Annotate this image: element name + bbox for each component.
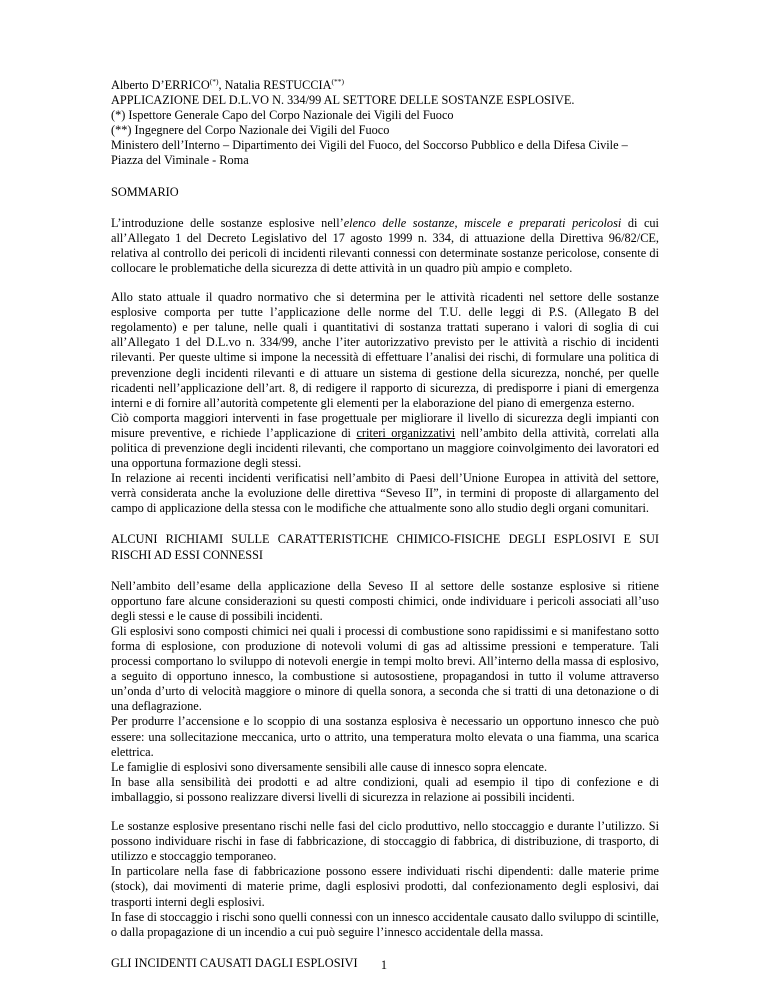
affiliation-1: (*) Ispettore Generale Capo del Corpo Nazionale dei Vigili del Fuoco xyxy=(111,108,454,123)
section-2-paragraph-3: Per produrre l’accensione e lo scoppio di una sostanza esplosiva è necessario un opportuno innesco che può essere: una sollecitazione meccanica, urto o attrito, una temperatura molto elevata o una fiamma, una scarica elettrica. xyxy=(111,714,659,759)
page-number: 1 xyxy=(380,958,388,972)
paper-header xyxy=(111,78,659,169)
sommario-paragraph-4: In relazione ai recenti incidenti verificatisi nell’ambito di Paesi dell’Unione Europea in attività del settore, verrà considerata anche la evoluzione delle direttiva “Seveso II”, in termini di proposte di allargamento del campo di applicazione della stessa con le modifiche che attualmente sono allo studio degli organi comunitari. xyxy=(111,471,659,516)
author-1-mark: (*) xyxy=(209,77,219,86)
section-2-paragraph-5: In base alla sensibilità dei prodotti e ad altre condizioni, quali ad esempio il tipo di confezione e di imballaggio, si possono realizzare diversi livelli di sicurezza in relazione ai possibili incidenti. xyxy=(111,774,659,804)
underlined-phrase: criteri organizzativi xyxy=(356,425,456,440)
section-2-paragraph-4: Le famiglie di esplosivi sono diversamente sensibili alle cause di innesco sopra elencate. xyxy=(111,759,548,774)
section-2-paragraph-6: Le sostanze esplosive presentano rischi nelle fasi del ciclo produttivo, nello stoccaggio e durante l’utilizzo. Si possono individuare rischi in fase di fabbricazione, di stoccaggio di fabbrica, di distribuzione, di trasporto, di utilizzo e stoccaggio temporaneo. xyxy=(111,819,659,864)
sommario-paragraph-1: L’introduzione delle sostanze esplosive nell’elenco delle sostanze, miscele e preparati pericolosi di cui all’Allegato 1 del Decreto Legislativo del 17 agosto 1999 n. 334, di attuazione della Direttiva 96/82/CE, relativa al controllo dei pericoli di incidenti rilevanti connessi con determinate sostanze pericolose, consente di collocare le problematiche della sicurezza di dette attività in un quadro più ampio e completo. xyxy=(111,215,659,275)
document-page xyxy=(111,78,659,971)
sommario-heading: SOMMARIO xyxy=(111,184,179,199)
sommario-paragraph-3: Ciò comporta maggiori interventi in fase progettuale per migliorare il livello di sicurezza degli impianti con misure preventive, e richiede l’applicazione di criteri organizzativi nell’ambito della attività, correlati alla politica di prevenzione degli incidenti rilevanti, che comportano un maggiore coinvolgimento dei lavoratori ed una opportuna formazione degli stessi. xyxy=(111,410,659,471)
section-2-paragraph-2: Gli esplosivi sono composti chimici nei quali i processi di combustione sono rapidissimi e si manifestano sotto forma di esplosione, con produzione di notevoli volumi di gas ad altissime pressioni e temperature. Tali processi comportano lo sviluppo di notevoli energie in tempi molto brevi. All’interno della massa di esplosivo, a seguito di opportuno innesco, la combustione si autosostiene, propagandosi in tutto il volume attraverso un’onda d’urto di velocità maggiore o minore di quella sonora, a seconda che si tratti di una detonazione o di una deflagrazione. xyxy=(111,623,659,714)
author-1: Alberto D’ERRICO xyxy=(111,78,210,92)
paper-title: APPLICAZIONE DEL D.L.VO N. 334/99 AL SETTORE DELLE SOSTANZE ESPLOSIVE. xyxy=(111,93,575,108)
section-2-heading: ALCUNI RICHIAMI SULLE CARATTERISTICHE CHIMICO-FISICHE DEGLI ESPLOSIVI E SUI RISCHI AD ESSI CONNESSI xyxy=(111,532,659,562)
sommario-paragraph-2: Allo stato attuale il quadro normativo che si determina per le attività ricadenti nel settore delle sostanze esplosive comporta per tutte l’applicazione delle norme del T.U. delle leggi di P.S. (Allegato B del regolamento) e per talune, nelle quali i quantitativi di sostanza trattati superano i valori di soglia di cui all’Allegato 1 del D.L.vo n. 334/99, anche l’iter autorizzativo previsto per le attività a rischio di incidenti rilevanti. Per queste ultime si impone la necessità di effettuare l’analisi dei rischi, di formulare una politica di prevenzione degli incidenti rilevanti e di attuare un sistema di gestione della sicurezza, nonché, per quelle ricadenti nell’applicazione dell’art. 8, di redigere il rapporto di sicurezza, di predisporre i piani di emergenza interni e di fornire all’autorità competente gli elementi per la elaborazione del piano di emergenza esterno. xyxy=(111,290,659,410)
italic-phrase: elenco delle sostanze, miscele e preparati pericolosi xyxy=(343,215,622,230)
section-2-paragraph-1: Nell’ambito dell’esame della applicazione della Seveso II al settore delle sostanze esplosive si ritiene opportuno fare alcune considerazioni su questi composti chimici, onde individuare i pericoli associati all’uso degli stessi e le cause di possibili incidenti. xyxy=(111,578,659,623)
section-2-paragraph-7: In particolare nella fase di fabbricazione possono essere individuati rischi dipendenti: dalle materie prime (stock), dai movimenti di materie prime, dagli esplosivi prodotti, dal confezionamento degli esplosivi, dai trasporti interni degli esplosivi. xyxy=(111,864,659,909)
author-separator: , Natalia RESTUCCIA xyxy=(218,78,332,92)
section-2-paragraph-8: In fase di stoccaggio i rischi sono quelli connessi con un innesco accidentale causato dallo sviluppo di scintille, o dalla propagazione di un incendio a cui può seguire l’innesco accidentale della massa. xyxy=(111,909,659,939)
affiliation-3: Ministero dell’Interno – Dipartimento dei Vigili del Fuoco, del Soccorso Pubblico e della Difesa Civile – Piazza del Viminale - Roma xyxy=(111,138,628,168)
affiliation-2: (**) Ingegnere del Corpo Nazionale dei Vigili del Fuoco xyxy=(111,123,390,138)
author-2-mark: (**) xyxy=(331,77,345,86)
section-3-heading: GLI INCIDENTI CAUSATI DAGLI ESPLOSIVI xyxy=(111,955,358,970)
authors-line xyxy=(111,78,659,93)
